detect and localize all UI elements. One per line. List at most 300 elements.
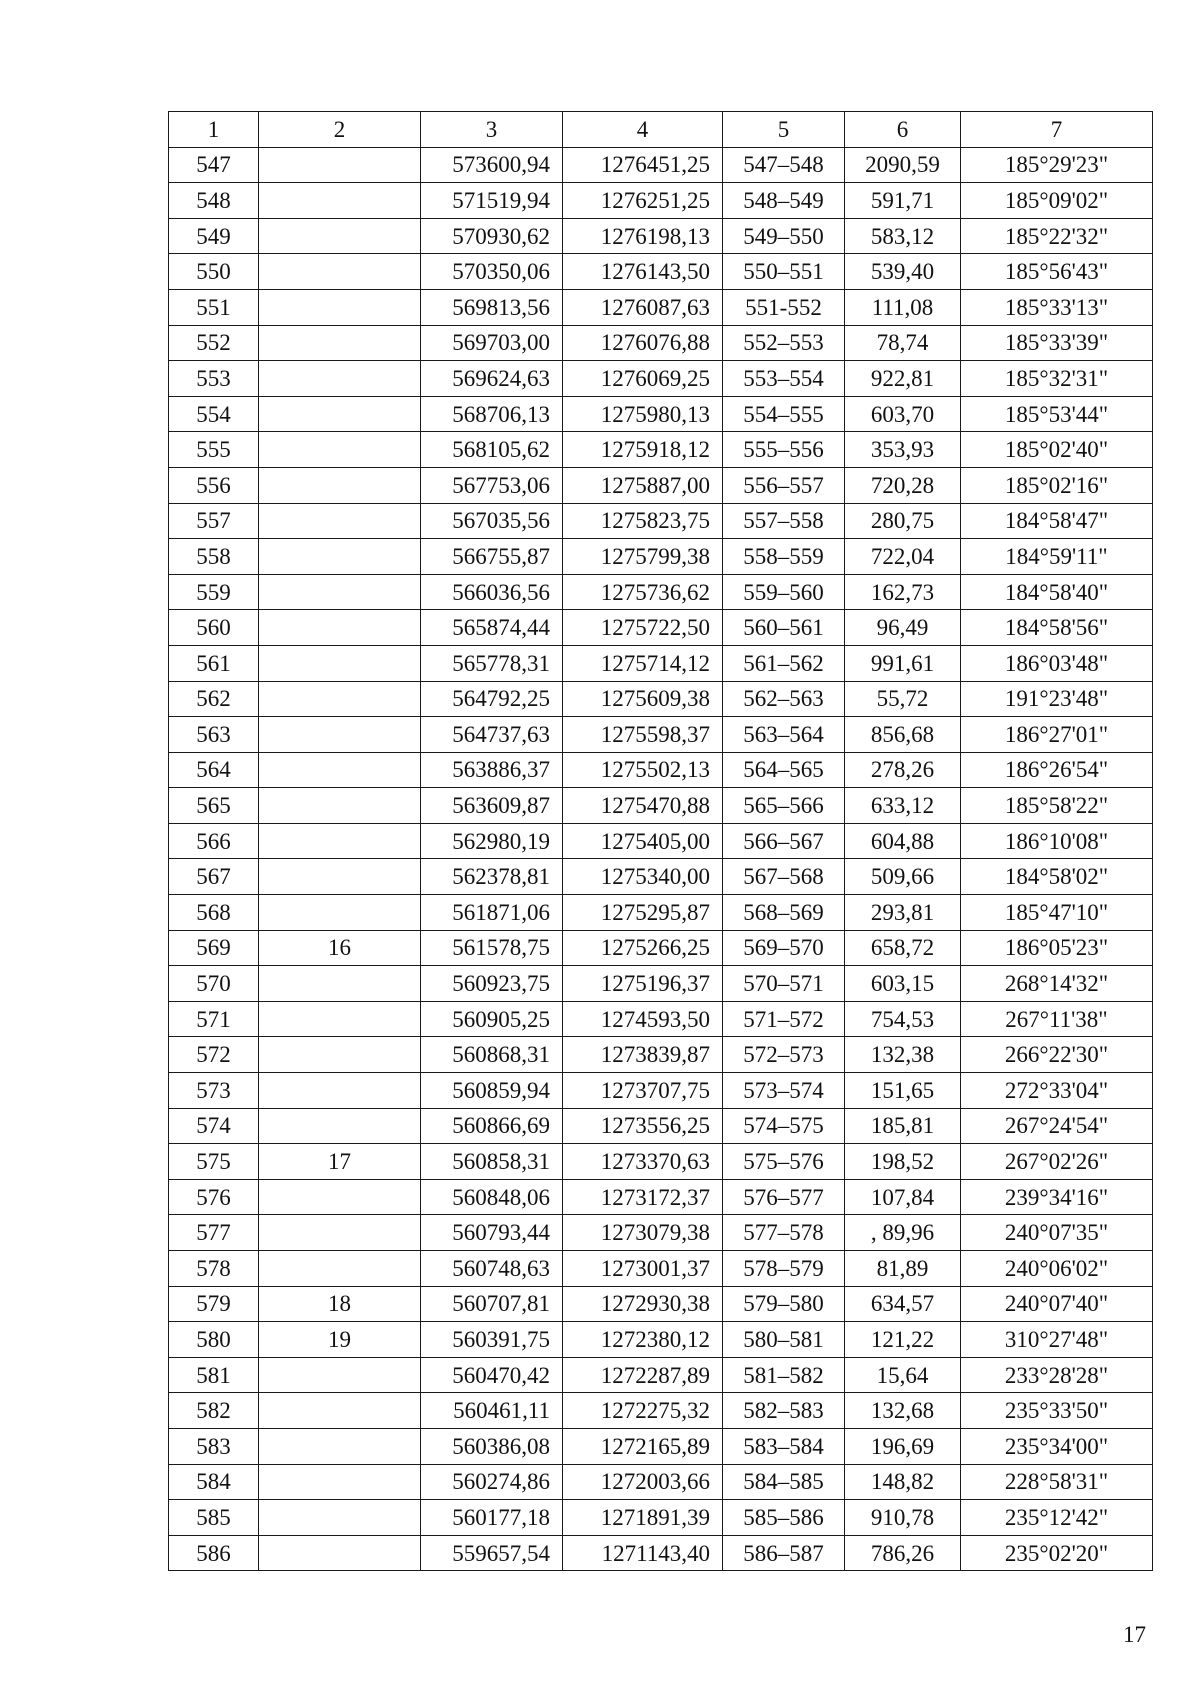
table-row (169, 1251, 1153, 1287)
y-coordinate-cell: 1275609,38 (563, 681, 723, 717)
x-coordinate-cell: 560461,11 (421, 1393, 563, 1429)
table-row (169, 1144, 1153, 1180)
y-coordinate-cell: 1273707,75 (563, 1073, 723, 1109)
x-coordinate-cell: 567035,56 (421, 503, 563, 539)
x-coordinate-cell: 561871,06 (421, 895, 563, 931)
x-coordinate-cell: 560748,63 (421, 1251, 563, 1287)
point-number-cell: 579 (169, 1286, 259, 1322)
y-coordinate-cell: 1275918,12 (563, 432, 723, 468)
length-cell: 722,04 (845, 539, 961, 575)
segment-cell: 562–563 (723, 681, 845, 717)
point-number-cell: 568 (169, 895, 259, 931)
segment-cell: 559–560 (723, 574, 845, 610)
turn-point-cell (259, 610, 421, 646)
point-number-cell: 549 (169, 218, 259, 254)
angle-cell: 185°33'13" (961, 289, 1153, 325)
length-cell: 96,49 (845, 610, 961, 646)
segment-cell: 554–555 (723, 396, 845, 432)
turn-point-cell (259, 1215, 421, 1251)
angle-cell: 184°58'47" (961, 503, 1153, 539)
column-header: 7 (961, 112, 1153, 148)
angle-cell: 185°22'32" (961, 218, 1153, 254)
x-coordinate-cell: 570930,62 (421, 218, 563, 254)
length-cell: 353,93 (845, 432, 961, 468)
table-row (169, 1037, 1153, 1073)
x-coordinate-cell: 560177,18 (421, 1500, 563, 1536)
table-row (169, 823, 1153, 859)
y-coordinate-cell: 1275823,75 (563, 503, 723, 539)
length-cell: 55,72 (845, 681, 961, 717)
length-cell: 280,75 (845, 503, 961, 539)
table-row (169, 610, 1153, 646)
point-number-cell: 569 (169, 930, 259, 966)
segment-cell: 583–584 (723, 1428, 845, 1464)
segment-cell: 569–570 (723, 930, 845, 966)
x-coordinate-cell: 561578,75 (421, 930, 563, 966)
angle-cell: 310°27'48" (961, 1322, 1153, 1358)
table-row (169, 289, 1153, 325)
table-row (169, 361, 1153, 397)
turn-point-cell (259, 432, 421, 468)
x-coordinate-cell: 569813,56 (421, 289, 563, 325)
x-coordinate-cell: 565778,31 (421, 645, 563, 681)
y-coordinate-cell: 1273839,87 (563, 1037, 723, 1073)
turn-point-cell: 16 (259, 930, 421, 966)
table-row (169, 503, 1153, 539)
turn-point-cell (259, 218, 421, 254)
point-number-cell: 557 (169, 503, 259, 539)
x-coordinate-cell: 563886,37 (421, 752, 563, 788)
table-row (169, 432, 1153, 468)
turn-point-cell (259, 1500, 421, 1536)
turn-point-cell (259, 1393, 421, 1429)
y-coordinate-cell: 1275598,37 (563, 717, 723, 753)
segment-cell: 570–571 (723, 966, 845, 1002)
turn-point-cell (259, 254, 421, 290)
angle-cell: 235°33'50" (961, 1393, 1153, 1429)
angle-cell: 266°22'30" (961, 1037, 1153, 1073)
table-row (169, 1179, 1153, 1215)
point-number-cell: 565 (169, 788, 259, 824)
segment-cell: 576–577 (723, 1179, 845, 1215)
segment-cell: 567–568 (723, 859, 845, 895)
y-coordinate-cell: 1275340,00 (563, 859, 723, 895)
angle-cell: 272°33'04" (961, 1073, 1153, 1109)
angle-cell: 185°47'10" (961, 895, 1153, 931)
x-coordinate-cell: 560470,42 (421, 1357, 563, 1393)
segment-cell: 577–578 (723, 1215, 845, 1251)
table-row (169, 1428, 1153, 1464)
table-row (169, 574, 1153, 610)
y-coordinate-cell: 1276198,13 (563, 218, 723, 254)
length-cell: 720,28 (845, 467, 961, 503)
turn-point-cell (259, 1108, 421, 1144)
segment-cell: 579–580 (723, 1286, 845, 1322)
y-coordinate-cell: 1272165,89 (563, 1428, 723, 1464)
length-cell: 603,70 (845, 396, 961, 432)
segment-cell: 551-552 (723, 289, 845, 325)
y-coordinate-cell: 1272287,89 (563, 1357, 723, 1393)
point-number-cell: 584 (169, 1464, 259, 1500)
y-coordinate-cell: 1276087,63 (563, 289, 723, 325)
angle-cell: 185°02'40" (961, 432, 1153, 468)
point-number-cell: 581 (169, 1357, 259, 1393)
x-coordinate-cell: 569703,00 (421, 325, 563, 361)
angle-cell: 185°02'16" (961, 467, 1153, 503)
angle-cell: 184°58'40" (961, 574, 1153, 610)
point-number-cell: 553 (169, 361, 259, 397)
segment-cell: 556–557 (723, 467, 845, 503)
angle-cell: 184°58'02" (961, 859, 1153, 895)
table-row (169, 788, 1153, 824)
table-row (169, 218, 1153, 254)
y-coordinate-cell: 1275887,00 (563, 467, 723, 503)
table-row (169, 147, 1153, 183)
point-number-cell: 571 (169, 1001, 259, 1037)
y-coordinate-cell: 1273172,37 (563, 1179, 723, 1215)
y-coordinate-cell: 1275470,88 (563, 788, 723, 824)
segment-cell: 584–585 (723, 1464, 845, 1500)
angle-cell: 185°09'02" (961, 183, 1153, 219)
x-coordinate-cell: 560905,25 (421, 1001, 563, 1037)
point-number-cell: 550 (169, 254, 259, 290)
length-cell: 293,81 (845, 895, 961, 931)
column-header: 5 (723, 112, 845, 148)
y-coordinate-cell: 1275502,13 (563, 752, 723, 788)
length-cell: 583,12 (845, 218, 961, 254)
length-cell: 509,66 (845, 859, 961, 895)
length-cell: 591,71 (845, 183, 961, 219)
length-cell: 198,52 (845, 1144, 961, 1180)
y-coordinate-cell: 1275295,87 (563, 895, 723, 931)
segment-cell: 557–558 (723, 503, 845, 539)
x-coordinate-cell: 567753,06 (421, 467, 563, 503)
turn-point-cell (259, 966, 421, 1002)
turn-point-cell (259, 574, 421, 610)
segment-cell: 585–586 (723, 1500, 845, 1536)
point-number-cell: 577 (169, 1215, 259, 1251)
table-row (169, 183, 1153, 219)
point-number-cell: 586 (169, 1535, 259, 1571)
length-cell: 603,15 (845, 966, 961, 1002)
point-number-cell: 573 (169, 1073, 259, 1109)
table-row (169, 1500, 1153, 1536)
length-cell: 856,68 (845, 717, 961, 753)
turn-point-cell (259, 1001, 421, 1037)
y-coordinate-cell: 1272930,38 (563, 1286, 723, 1322)
angle-cell: 267°11'38" (961, 1001, 1153, 1037)
table-row (169, 325, 1153, 361)
point-number-cell: 560 (169, 610, 259, 646)
turn-point-cell (259, 147, 421, 183)
x-coordinate-cell: 568105,62 (421, 432, 563, 468)
table-row (169, 966, 1153, 1002)
turn-point-cell (259, 1428, 421, 1464)
angle-cell: 186°05'23" (961, 930, 1153, 966)
segment-cell: 578–579 (723, 1251, 845, 1287)
angle-cell: 235°12'42" (961, 1500, 1153, 1536)
segment-cell: 586–587 (723, 1535, 845, 1571)
segment-cell: 580–581 (723, 1322, 845, 1358)
x-coordinate-cell: 562980,19 (421, 823, 563, 859)
angle-cell: 240°07'35" (961, 1215, 1153, 1251)
y-coordinate-cell: 1275714,12 (563, 645, 723, 681)
table-row (169, 1322, 1153, 1358)
y-coordinate-cell: 1273001,37 (563, 1251, 723, 1287)
length-cell: 185,81 (845, 1108, 961, 1144)
x-coordinate-cell: 560793,44 (421, 1215, 563, 1251)
x-coordinate-cell: 565874,44 (421, 610, 563, 646)
segment-cell: 550–551 (723, 254, 845, 290)
point-number-cell: 548 (169, 183, 259, 219)
angle-cell: 228°58'31" (961, 1464, 1153, 1500)
table-row (169, 645, 1153, 681)
x-coordinate-cell: 560859,94 (421, 1073, 563, 1109)
x-coordinate-cell: 564792,25 (421, 681, 563, 717)
segment-cell: 549–550 (723, 218, 845, 254)
table-row (169, 717, 1153, 753)
x-coordinate-cell: 560274,86 (421, 1464, 563, 1500)
length-cell: 81,89 (845, 1251, 961, 1287)
turn-point-cell: 17 (259, 1144, 421, 1180)
length-cell: 786,26 (845, 1535, 961, 1571)
length-cell: 111,08 (845, 289, 961, 325)
segment-cell: 548–549 (723, 183, 845, 219)
table-row (169, 1073, 1153, 1109)
point-number-cell: 555 (169, 432, 259, 468)
y-coordinate-cell: 1272003,66 (563, 1464, 723, 1500)
table-row (169, 859, 1153, 895)
point-number-cell: 578 (169, 1251, 259, 1287)
segment-cell: 565–566 (723, 788, 845, 824)
y-coordinate-cell: 1276069,25 (563, 361, 723, 397)
table-row (169, 1393, 1153, 1429)
length-cell: 754,53 (845, 1001, 961, 1037)
point-number-cell: 547 (169, 147, 259, 183)
x-coordinate-cell: 562378,81 (421, 859, 563, 895)
table-row (169, 539, 1153, 575)
y-coordinate-cell: 1271891,39 (563, 1500, 723, 1536)
turn-point-cell (259, 1251, 421, 1287)
length-cell: 162,73 (845, 574, 961, 610)
angle-cell: 184°59'11" (961, 539, 1153, 575)
turn-point-cell (259, 467, 421, 503)
length-cell: 15,64 (845, 1357, 961, 1393)
length-cell: 539,40 (845, 254, 961, 290)
turn-point-cell (259, 1179, 421, 1215)
turn-point-cell (259, 859, 421, 895)
point-number-cell: 572 (169, 1037, 259, 1073)
segment-cell: 568–569 (723, 895, 845, 931)
length-cell: , 89,96 (845, 1215, 961, 1251)
x-coordinate-cell: 560868,31 (421, 1037, 563, 1073)
point-number-cell: 576 (169, 1179, 259, 1215)
angle-cell: 185°58'22" (961, 788, 1153, 824)
angle-cell: 185°56'43" (961, 254, 1153, 290)
length-cell: 132,38 (845, 1037, 961, 1073)
segment-cell: 573–574 (723, 1073, 845, 1109)
point-number-cell: 574 (169, 1108, 259, 1144)
turn-point-cell (259, 752, 421, 788)
angle-cell: 185°32'31" (961, 361, 1153, 397)
column-header: 2 (259, 112, 421, 148)
turn-point-cell (259, 1037, 421, 1073)
angle-cell: 185°29'23" (961, 147, 1153, 183)
angle-cell: 185°33'39" (961, 325, 1153, 361)
column-header: 1 (169, 112, 259, 148)
point-number-cell: 575 (169, 1144, 259, 1180)
y-coordinate-cell: 1275722,50 (563, 610, 723, 646)
table-row (169, 1286, 1153, 1322)
turn-point-cell (259, 1464, 421, 1500)
x-coordinate-cell: 566755,87 (421, 539, 563, 575)
length-cell: 121,22 (845, 1322, 961, 1358)
x-coordinate-cell: 560386,08 (421, 1428, 563, 1464)
table-row (169, 1357, 1153, 1393)
segment-cell: 572–573 (723, 1037, 845, 1073)
coordinates-table (168, 111, 1153, 1571)
length-cell: 196,69 (845, 1428, 961, 1464)
table-row (169, 254, 1153, 290)
length-cell: 922,81 (845, 361, 961, 397)
page-number: 17 (1123, 1622, 1146, 1647)
turn-point-cell (259, 325, 421, 361)
angle-cell: 184°58'56" (961, 610, 1153, 646)
segment-cell: 581–582 (723, 1357, 845, 1393)
x-coordinate-cell: 563609,87 (421, 788, 563, 824)
angle-cell: 268°14'32" (961, 966, 1153, 1002)
turn-point-cell (259, 1357, 421, 1393)
column-header: 6 (845, 112, 961, 148)
y-coordinate-cell: 1276076,88 (563, 325, 723, 361)
table-row (169, 1108, 1153, 1144)
x-coordinate-cell: 566036,56 (421, 574, 563, 610)
angle-cell: 240°06'02" (961, 1251, 1153, 1287)
turn-point-cell (259, 396, 421, 432)
point-number-cell: 566 (169, 823, 259, 859)
x-coordinate-cell: 560923,75 (421, 966, 563, 1002)
y-coordinate-cell: 1273079,38 (563, 1215, 723, 1251)
segment-cell: 574–575 (723, 1108, 845, 1144)
segment-cell: 571–572 (723, 1001, 845, 1037)
length-cell: 633,12 (845, 788, 961, 824)
angle-cell: 191°23'48" (961, 681, 1153, 717)
point-number-cell: 558 (169, 539, 259, 575)
angle-cell: 233°28'28" (961, 1357, 1153, 1393)
table-row (169, 396, 1153, 432)
y-coordinate-cell: 1272380,12 (563, 1322, 723, 1358)
length-cell: 278,26 (845, 752, 961, 788)
angle-cell: 240°07'40" (961, 1286, 1153, 1322)
table-row (169, 895, 1153, 931)
y-coordinate-cell: 1275736,62 (563, 574, 723, 610)
length-cell: 2090,59 (845, 147, 961, 183)
y-coordinate-cell: 1275405,00 (563, 823, 723, 859)
x-coordinate-cell: 564737,63 (421, 717, 563, 753)
turn-point-cell (259, 823, 421, 859)
column-header: 3 (421, 112, 563, 148)
point-number-cell: 561 (169, 645, 259, 681)
table-row (169, 467, 1153, 503)
y-coordinate-cell: 1271143,40 (563, 1535, 723, 1571)
angle-cell: 186°10'08" (961, 823, 1153, 859)
x-coordinate-cell: 571519,94 (421, 183, 563, 219)
length-cell: 148,82 (845, 1464, 961, 1500)
angle-cell: 239°34'16" (961, 1179, 1153, 1215)
point-number-cell: 552 (169, 325, 259, 361)
y-coordinate-cell: 1272275,32 (563, 1393, 723, 1429)
point-number-cell: 580 (169, 1322, 259, 1358)
angle-cell: 267°24'54" (961, 1108, 1153, 1144)
y-coordinate-cell: 1275196,37 (563, 966, 723, 1002)
segment-cell: 560–561 (723, 610, 845, 646)
length-cell: 991,61 (845, 645, 961, 681)
y-coordinate-cell: 1276251,25 (563, 183, 723, 219)
point-number-cell: 570 (169, 966, 259, 1002)
point-number-cell: 585 (169, 1500, 259, 1536)
y-coordinate-cell: 1275799,38 (563, 539, 723, 575)
turn-point-cell (259, 717, 421, 753)
segment-cell: 575–576 (723, 1144, 845, 1180)
length-cell: 107,84 (845, 1179, 961, 1215)
table-row (169, 681, 1153, 717)
angle-cell: 235°34'00" (961, 1428, 1153, 1464)
x-coordinate-cell: 573600,94 (421, 147, 563, 183)
table-body (169, 147, 1153, 1571)
angle-cell: 186°03'48" (961, 645, 1153, 681)
point-number-cell: 556 (169, 467, 259, 503)
turn-point-cell (259, 1073, 421, 1109)
point-number-cell: 554 (169, 396, 259, 432)
x-coordinate-cell: 559657,54 (421, 1535, 563, 1571)
segment-cell: 563–564 (723, 717, 845, 753)
y-coordinate-cell: 1276143,50 (563, 254, 723, 290)
y-coordinate-cell: 1273370,63 (563, 1144, 723, 1180)
length-cell: 151,65 (845, 1073, 961, 1109)
table-row (169, 752, 1153, 788)
table-row (169, 1215, 1153, 1251)
angle-cell: 235°02'20" (961, 1535, 1153, 1571)
x-coordinate-cell: 568706,13 (421, 396, 563, 432)
point-number-cell: 582 (169, 1393, 259, 1429)
segment-cell: 564–565 (723, 752, 845, 788)
point-number-cell: 562 (169, 681, 259, 717)
x-coordinate-cell: 569624,63 (421, 361, 563, 397)
x-coordinate-cell: 560391,75 (421, 1322, 563, 1358)
table-row (169, 1464, 1153, 1500)
segment-cell: 547–548 (723, 147, 845, 183)
x-coordinate-cell: 560866,69 (421, 1108, 563, 1144)
segment-cell: 582–583 (723, 1393, 845, 1429)
turn-point-cell (259, 895, 421, 931)
turn-point-cell: 19 (259, 1322, 421, 1358)
point-number-cell: 583 (169, 1428, 259, 1464)
x-coordinate-cell: 560858,31 (421, 1144, 563, 1180)
point-number-cell: 563 (169, 717, 259, 753)
turn-point-cell (259, 503, 421, 539)
table-row (169, 1001, 1153, 1037)
length-cell: 604,88 (845, 823, 961, 859)
angle-cell: 186°26'54" (961, 752, 1153, 788)
length-cell: 634,57 (845, 1286, 961, 1322)
point-number-cell: 564 (169, 752, 259, 788)
length-cell: 910,78 (845, 1500, 961, 1536)
x-coordinate-cell: 570350,06 (421, 254, 563, 290)
header-row (169, 112, 1153, 148)
turn-point-cell (259, 681, 421, 717)
segment-cell: 552–553 (723, 325, 845, 361)
table-row (169, 1535, 1153, 1571)
